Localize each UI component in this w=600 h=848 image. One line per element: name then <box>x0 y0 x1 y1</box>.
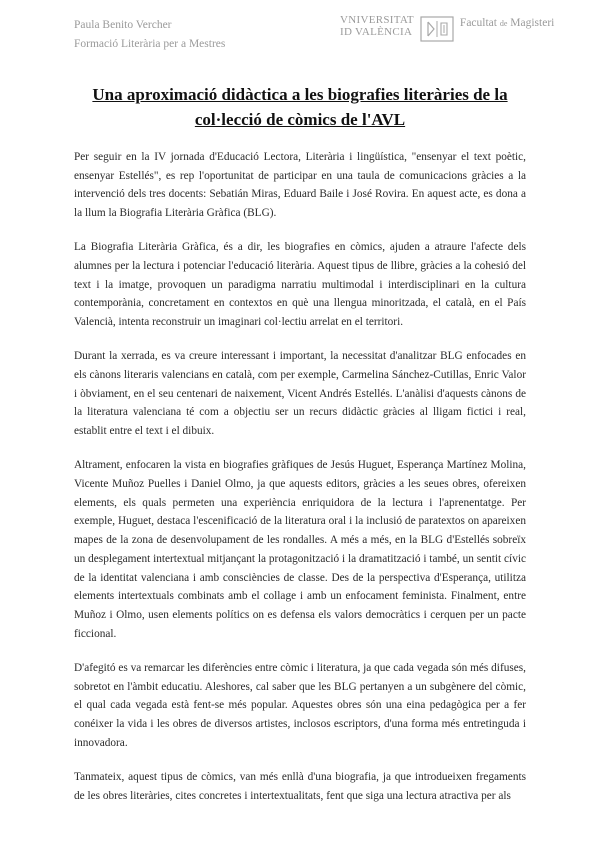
paragraph: La Biografia Literària Gràfica, és a dir, les biografies en còmics, ajuden a atraure l'afecte dels alumnes per la lectura i potenciar l'educació literària. Aquest tipus de llibre, gràcies a la cohesió del text i la imatge, provoquen un paradigma narratiu multimodal i interdisciplinari en la cultura contemporània, concretament en contextos en què una llengua minoritzada, el català, en el País Valencià, intenta reconstruir un imaginari col·lectiu arrelat en el territori. <box>74 241 526 329</box>
paragraph: Altrament, enfocaren la vista en biografies gràfiques de Jesús Huguet, Esperança Martínez Molina, Vicente Muñoz Puelles i Daniel Olmo, ja que aquests editors, gràcies a les seues obres, ofereixen elements, els quals permeten una experiència enriquidora de la lectura i l'aprenentatge. Per exemple, Huguet, destaca l'escenificació de la literatura oral i la inclusió de paratextos on apareixen mapes de la zona de desenvolupament de les rondalles. A més a més, en la BLG d'Estellés sobreïx un desplegament intertextual mitjançant la protagonització i la dramatització i també, un sentit cívic de la identitat valenciana i amb consciències de classe. Des de la perspectiva d'Esperança, utilitza elements intertextuals combinats amb el collage i amb un enfocament feminista. Finalment, entre Muñoz i Olmo, usen elements polítics on es defensa els valors democràtics i cerquen per un pacte ficcional. <box>74 459 526 640</box>
author-name: Paula Benito Vercher <box>74 19 172 31</box>
faculty-prefix: Facultat <box>459 17 497 29</box>
faculty-name <box>460 16 554 31</box>
university-name-line2: ID VALÈNCIA <box>340 26 413 38</box>
university-seal-icon <box>420 16 454 42</box>
university-logo <box>340 14 554 42</box>
course-name: Formació Literària per a Mestres <box>74 38 226 50</box>
document-body <box>74 148 526 821</box>
paragraph: D'afegitó es va remarcar les diferències entre còmic i literatura, ja que cada vegada són més difuses, sobretot en l'àmbit educatiu. Aleshores, cal saber que les BLG pertanyen a un subgènere del còmic, el qual cada vegada està fent-se més popular. Aquestes obres són una eina pedagògica per a fer conéixer la vida i les obres de diversos artistes, inclosos escriptors, d'una forma més entretinguda i innovadora. <box>74 661 526 749</box>
document-title: Una aproximació didàctica a les biografies literàries de la col·lecció de còmics de l'AVL <box>92 85 508 129</box>
university-name <box>340 14 414 38</box>
faculty-de: de <box>499 19 508 28</box>
paragraph: Per seguir en la IV jornada d'Educació Lectora, Literària i lingüística, "ensenyar el text poètic, ensenyar Estellés", es rep l'oportunitat de participar en una taula de comunicacions gràcies a la intervenció dels tres docents: Sebatián Miras, Eduard Baile i José Rovira. En aquest acte, es dona a la llum la Biografia Literària Gràfica (BLG). <box>74 151 526 220</box>
paragraph: Durant la xerrada, es va creure interessant i important, la necessitat d'analitzar BLG enfocades en els cànons literaris valencians en català, com per exemple, Carmelina Sánchez-Cutillas, Enric Valor i òbviament, en el seu centenari de naixement, Vicent Andrés Estellés. L'anàlisi d'aquests cànons de la literatura valenciana té com a objectiu ser un recurs didàctic gràcies al lligam fictici i real, establit entre el text i el dibuix. <box>74 350 526 438</box>
paragraph: Tanmateix, aquest tipus de còmics, van més enllà d'una biografia, ja que introdueixen fregaments de les obres literàries, cites concretes i intertextualitats, fent que siga una lectura atractiva per als <box>74 770 526 802</box>
university-name-line1: VNIVERSITAT <box>340 14 414 26</box>
faculty-suffix: Magisteri <box>510 17 555 29</box>
header-author-block <box>74 16 225 54</box>
